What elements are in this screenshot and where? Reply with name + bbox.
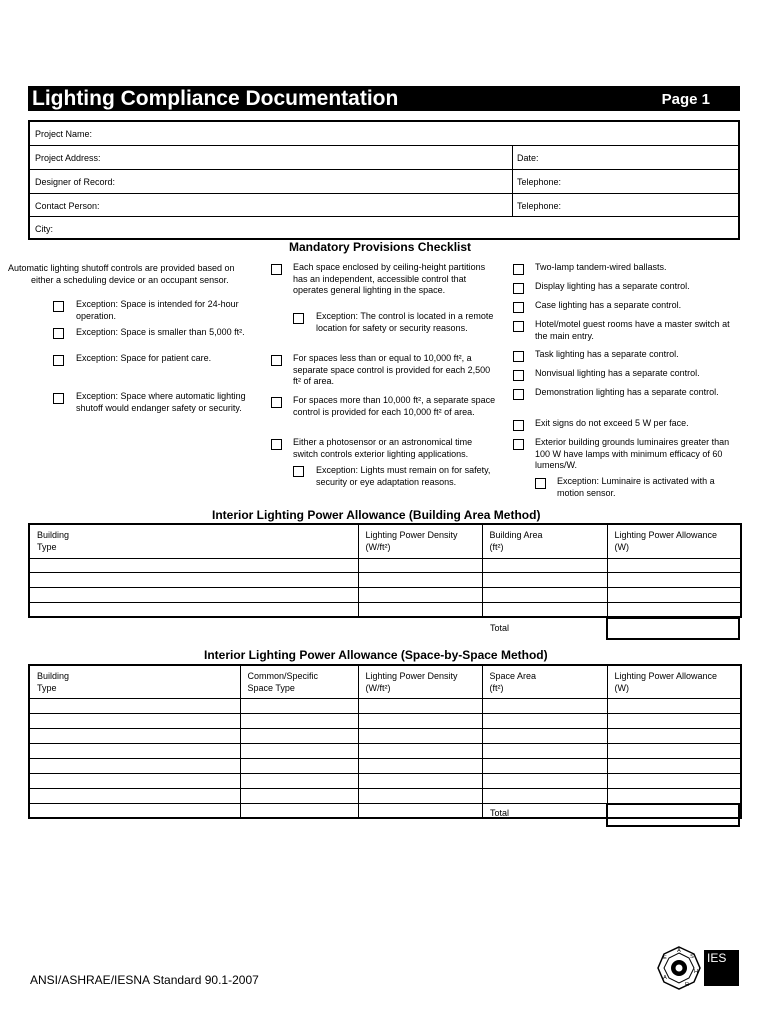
table-row[interactable]	[29, 728, 741, 743]
col3-item-hotel: Hotel/motel guest rooms have a master switch at the main entry.	[535, 319, 730, 341]
checkbox-tandem-ballasts[interactable]	[513, 264, 524, 275]
checkbox-hotel-master[interactable]	[513, 321, 524, 332]
space-by-space-table	[28, 664, 742, 819]
checkbox-24hr-exception[interactable]	[53, 301, 64, 312]
checkbox-exterior-luminaires[interactable]	[513, 439, 524, 450]
table2-header-building-type: Building Type	[37, 671, 70, 693]
col1-exception-small: Exception: Space is smaller than 5,000 ft².	[76, 327, 245, 337]
city-label: City:	[35, 224, 53, 234]
col2-item2: For spaces less than or equal to 10,000 ft², a separate space control is provided for each 2,500 ft² of area.	[293, 353, 491, 386]
table1-header-lpa: Lighting Power Allowance (W)	[614, 530, 718, 552]
seal-letter-a: A	[677, 948, 681, 954]
seal-letter-e: E	[663, 955, 667, 961]
checkbox-exit-signs[interactable]	[513, 420, 524, 431]
checklist-title: Mandatory Provisions Checklist	[289, 240, 472, 254]
col1-intro: Automatic lighting shutoff controls are provided based on either a scheduling device or an occupant sensor.	[8, 263, 235, 285]
col3-exception: Exception: Luminaire is activated with a motion sensor.	[557, 476, 715, 498]
col2-item4: Either a photosensor or an astronomical time switch controls exterior lighting applications.	[293, 437, 473, 459]
col2-item1-exception: Exception: The control is located in a remote location for safety or security reasons.	[316, 311, 494, 333]
checkbox-task-lighting[interactable]	[513, 351, 524, 362]
project-info-box	[28, 120, 740, 240]
table2-total-label: Total	[490, 808, 510, 818]
table-row[interactable]	[29, 743, 741, 758]
col3-item-task: Task lighting has a separate control.	[535, 349, 679, 359]
checkbox-display-lighting[interactable]	[513, 283, 524, 294]
table2-header-lpd: Lighting Power Density (W/ft²)	[365, 671, 458, 693]
designer-row[interactable]	[30, 170, 738, 194]
telephone2-label: Telephone:	[517, 201, 562, 211]
table2-header-area: Space Area (ft²)	[489, 671, 537, 693]
checkbox-small-spaces[interactable]	[271, 355, 282, 366]
col3-item-demonstration: Demonstration lighting has a separate control.	[535, 387, 719, 397]
table-row[interactable]	[29, 698, 741, 713]
table1-total-field[interactable]	[606, 617, 740, 640]
seal-letter-h: H	[694, 969, 698, 975]
table-row[interactable]	[29, 572, 741, 587]
table-row[interactable]	[29, 788, 741, 803]
table-row[interactable]	[29, 558, 741, 572]
table-row[interactable]	[29, 587, 741, 602]
title-bar	[28, 86, 740, 111]
ashrae-ies-logo	[657, 946, 741, 990]
table2-header-lpa: Lighting Power Allowance (W)	[614, 671, 718, 693]
project-address-row[interactable]	[30, 146, 738, 170]
checkbox-safety-exception[interactable]	[53, 393, 64, 404]
table1-total-label: Total	[490, 623, 510, 633]
table-row[interactable]	[29, 713, 741, 728]
standard-footer: ANSI/ASHRAE/IESNA Standard 90.1-2007	[30, 973, 259, 987]
col3-item-tandem: Two-lamp tandem-wired ballasts.	[535, 262, 667, 272]
building-area-table	[28, 523, 742, 618]
table1-header-row	[29, 524, 741, 558]
col2-item3: For spaces more than 10,000 ft², a separate space control is provided for each 10,000 ft² of area.	[293, 395, 496, 417]
table2-header-row	[29, 665, 741, 698]
contact-row[interactable]	[30, 194, 738, 217]
table2-header-space-type: Common/Specific Space Type	[247, 671, 319, 693]
col3-item-exit: Exit signs do not exceed 5 W per face.	[535, 418, 689, 428]
col2-item1: Each space enclosed by ceiling-height partitions has an independent, accessible control that operates general lighting in the space.	[293, 262, 486, 295]
col3-item-display: Display lighting has a separate control.	[535, 281, 690, 291]
table1-header-building-type: Building Type	[37, 530, 70, 552]
checkbox-large-spaces[interactable]	[271, 397, 282, 408]
table2-total-field[interactable]	[606, 803, 740, 827]
project-name-label: Project Name:	[35, 129, 93, 139]
col3-item-nonvisual: Nonvisual lighting has a separate control.	[535, 368, 700, 378]
table1-header-lpd: Lighting Power Density (W/ft²)	[365, 530, 458, 552]
col3-item-case: Case lighting has a separate control.	[535, 300, 682, 310]
city-row[interactable]	[30, 217, 738, 238]
col3-item-exterior: Exterior building grounds luminaires greater than 100 W have lamps with minimum efficacy of 60 lumens/W.	[535, 437, 730, 470]
checkbox-nonvisual-lighting[interactable]	[513, 370, 524, 381]
checkbox-exterior-control[interactable]	[271, 439, 282, 450]
col2-item4-exception: Exception: Lights must remain on for safety, security or eye adaptation reasons.	[316, 465, 491, 487]
seal-letter-r: R	[685, 982, 689, 988]
contact-label: Contact Person:	[35, 201, 100, 211]
checkbox-demonstration-lighting[interactable]	[513, 389, 524, 400]
project-address-label: Project Address:	[35, 153, 101, 163]
seal-letter-a2: A	[663, 975, 667, 981]
col1-exception-safety: Exception: Space where automatic lighting shutoff would endanger safety or security.	[76, 391, 246, 413]
col1-exception-patient: Exception: Space for patient care.	[76, 353, 212, 363]
table2-title: Interior Lighting Power Allowance (Space-by-Space Method)	[204, 648, 548, 662]
checkbox-small-space-exception[interactable]	[53, 328, 64, 339]
table-row[interactable]	[29, 602, 741, 617]
checkbox-space-control[interactable]	[271, 264, 282, 275]
checkbox-remote-exception[interactable]	[293, 313, 304, 324]
telephone-label: Telephone:	[517, 177, 562, 187]
project-name-row[interactable]	[30, 122, 738, 146]
checkbox-patient-care-exception[interactable]	[53, 355, 64, 366]
table1-header-area: Building Area (ft²)	[489, 530, 543, 552]
table-row[interactable]	[29, 773, 741, 788]
col1-exception-24hr: Exception: Space is intended for 24-hour operation.	[76, 299, 239, 321]
seal-letter-s: S	[690, 954, 694, 960]
table-row[interactable]	[29, 758, 741, 773]
table1-title: Interior Lighting Power Allowance (Building Area Method)	[212, 508, 541, 522]
ies-logo-text: IES	[707, 951, 727, 965]
page-title: Lighting Compliance Documentation	[32, 87, 399, 110]
designer-label: Designer of Record:	[35, 177, 116, 187]
checkbox-motion-sensor-exception[interactable]	[535, 478, 546, 489]
checkbox-eye-adaptation-exception[interactable]	[293, 466, 304, 477]
checkbox-case-lighting[interactable]	[513, 302, 524, 313]
date-label: Date:	[517, 153, 539, 163]
page-number: Page 1	[661, 91, 710, 108]
